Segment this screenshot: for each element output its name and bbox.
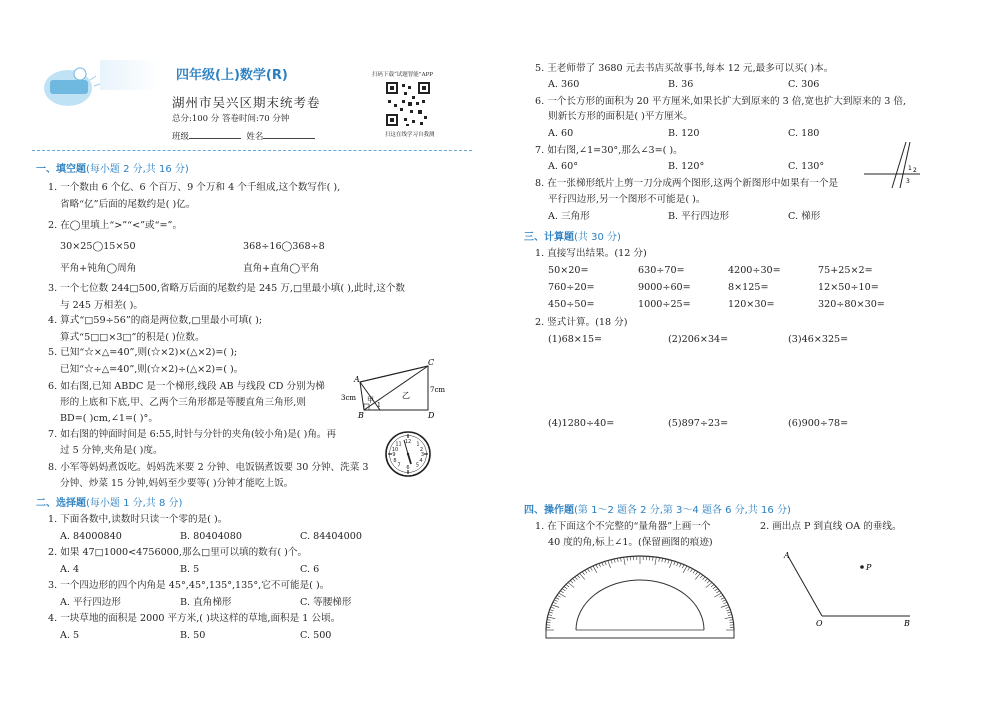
- angle-label-3: 3: [906, 178, 910, 185]
- section-choice-heading: [36, 494, 182, 509]
- choice-q8-line2: 平行四边形,另一个图形不可能是( )。: [548, 194, 706, 205]
- protractor-tick: [655, 557, 656, 565]
- choice-q2-a: A. 4: [60, 564, 80, 575]
- protractor-tick: [721, 605, 729, 608]
- protractor-tick: [668, 560, 669, 564]
- calc-q2: 2. 竖式计算。(18 分): [535, 317, 628, 328]
- protractor-tick: [688, 567, 690, 570]
- choice-q5-a: A. 360: [548, 79, 580, 90]
- trap-label-c: C: [428, 358, 435, 367]
- protractor-tick: [570, 580, 573, 583]
- calc-r1c3: 4200÷30=: [728, 265, 781, 276]
- svg-text:4: 4: [419, 458, 423, 464]
- protractor-tick: [560, 591, 563, 593]
- calc-r3c2: 1000÷25=: [638, 299, 691, 310]
- trap-length-ab: 3cm: [341, 394, 357, 402]
- choice-q8-a: A. 三角形: [548, 211, 590, 222]
- fill-q4-line1: 4. 算式“□59÷56”的商是两位数,□里最小可填( );: [48, 315, 263, 326]
- perp-label-p: P: [866, 563, 872, 572]
- fill-q2-compare2: 368÷16◯368÷8: [243, 241, 325, 252]
- choice-q7-b: B. 120°: [668, 161, 705, 172]
- ops-q2: 2. 画出点 P 到直线 OA 的垂线。: [760, 521, 902, 532]
- fill-q6-line3: BD=( )cm,∠1=( )°。: [60, 413, 158, 424]
- fill-q6-line2: 形的上底和下底,甲、乙两个三角形都是等腰直角三角形,则: [60, 397, 306, 408]
- protractor-tick: [695, 572, 697, 575]
- choice-q8-c: C. 梯形: [788, 211, 821, 222]
- protractor-tick: [548, 615, 552, 616]
- protractor-tick: [572, 579, 575, 582]
- perp-label-a: A: [784, 551, 790, 560]
- svg-text:8: 8: [393, 458, 397, 464]
- protractor-tick: [700, 575, 703, 578]
- protractor-tick: [596, 565, 598, 569]
- calc-r3c1: 450÷50=: [548, 299, 595, 310]
- choice-q3-c: C. 等腰梯形: [300, 597, 352, 608]
- protractor-tick: [547, 620, 551, 621]
- choice-q6-a: A. 60: [548, 128, 574, 139]
- choice-q3: 3. 一个四边形的四个内角是 45°,45°,135°,135°,它不可能是( )。: [48, 580, 330, 591]
- section-calc-title: 三、计算题: [524, 232, 574, 243]
- calc-r1c2: 630÷70=: [638, 265, 685, 276]
- choice-q4-a: A. 5: [60, 630, 80, 641]
- choice-q1-b: B. 80404080: [180, 531, 242, 542]
- choice-q3-a: A. 平行四边形: [60, 597, 121, 608]
- fill-q2-compare3: 平角+钝角◯周角: [60, 263, 137, 274]
- section-ops-heading: [524, 501, 791, 516]
- protractor-tick: [611, 560, 612, 564]
- choice-q6-c: C. 180: [788, 128, 820, 139]
- protractor-tick: [665, 559, 666, 563]
- trap-label-d: D: [428, 411, 435, 420]
- protractor-tick: [653, 557, 654, 561]
- section-calc-note: (共 30 分): [574, 232, 621, 243]
- choice-q1-c: C. 84404000: [300, 531, 362, 542]
- protractor-tick: [564, 587, 567, 589]
- header-divider: [32, 150, 472, 151]
- protractor-tick: [705, 579, 708, 582]
- fill-q5-line1: 5. 已知“☆×△=40”,则(☆×2)×(△×2)=( );: [48, 347, 238, 358]
- protractor-tick: [552, 605, 560, 608]
- fill-q7-line2: 过 5 分钟,夹角是( )度。: [60, 445, 163, 456]
- protractor-tick: [577, 575, 580, 578]
- svg-text:9: 9: [392, 452, 396, 458]
- choice-q8-line1: 8. 在一张梯形纸片上剪一刀分成两个图形,这两个新图形中如果有一个是: [535, 178, 839, 189]
- protractor-tick: [547, 617, 555, 618]
- protractor-tick: [716, 591, 719, 593]
- protractor-tick: [713, 587, 716, 589]
- trap-label-jia: 甲: [367, 396, 374, 404]
- protractor-tick: [727, 612, 731, 613]
- protractor-tick: [690, 569, 692, 572]
- calc-r1c1: 50×20=: [548, 265, 589, 276]
- section-ops-title: 四、操作题: [524, 505, 574, 516]
- fill-q7-line1: 7. 如右图的钟面时间是 6:55,时针与分针的夹角(较小角)是( )角。再: [48, 429, 337, 440]
- perp-label-b: B: [904, 619, 910, 628]
- choice-q5: 5. 王老师带了 3680 元去书店买故事书,每本 12 元,最多可以买( )本。: [535, 63, 834, 74]
- protractor-tick: [669, 560, 672, 568]
- protractor-tick: [550, 610, 554, 611]
- protractor-tick: [602, 562, 604, 566]
- trap-length-cd: 7cm: [430, 386, 445, 394]
- protractor-tick: [725, 617, 733, 618]
- svg-text:10: 10: [391, 447, 399, 453]
- protractor-tick: [727, 610, 731, 611]
- calc-v4: (4)1280÷40=: [548, 418, 615, 429]
- calc-r2c3: 8×125=: [728, 282, 769, 293]
- exam-meta: 总分:100 分 答卷时间:70 分钟: [172, 114, 290, 124]
- trap-angle-1: 1: [377, 402, 381, 409]
- protractor-tick: [726, 607, 730, 608]
- protractor-tick: [599, 563, 601, 567]
- choice-q4-b: B. 50: [180, 630, 206, 641]
- choice-q1-a: A. 84000840: [60, 531, 122, 542]
- calc-v5: (5)897÷23=: [668, 418, 729, 429]
- protractor-tick: [620, 558, 621, 562]
- fill-q8-line1: 8. 小军等妈妈煮饭吃。妈妈洗米要 2 分钟、电饭锅煮饭要 30 分钟、洗菜 3: [48, 462, 369, 473]
- qr-caption-top: 扫码下载“试题智能”APP: [372, 72, 433, 78]
- protractor-tick: [614, 559, 615, 563]
- ops-q1-line1: 1. 在下面这个不完整的“量角器”上画一个: [535, 521, 711, 532]
- section-calc-heading: [524, 228, 621, 243]
- angle-figure: [862, 138, 922, 190]
- svg-text:5: 5: [415, 462, 420, 469]
- protractor-tick: [711, 584, 714, 586]
- protractor-tick: [557, 595, 561, 597]
- protractor-tick: [562, 589, 565, 591]
- choice-q2-b: B. 5: [180, 564, 200, 575]
- name-label: 姓名: [246, 132, 264, 142]
- choice-q2-c: C. 6: [300, 564, 320, 575]
- protractor-tick: [575, 577, 578, 580]
- trap-label-a: A: [354, 375, 360, 384]
- svg-text:6: 6: [406, 465, 410, 471]
- fill-q4-line2: 算式“5□□×3□”的积是( )位数。: [60, 332, 205, 343]
- choice-q5-b: B. 36: [668, 79, 694, 90]
- calc-v1: (1)68×15=: [548, 334, 603, 345]
- calc-r2c1: 760÷20=: [548, 282, 595, 293]
- protractor-tick: [674, 561, 675, 565]
- protractor-tick: [723, 602, 727, 603]
- calc-q1: 1. 直接写出结果。(12 分): [535, 248, 647, 259]
- fill-q1-line1: 1. 一个数由 6 个亿、6 个百万、9 个万和 4 个千组成,这个数写作( ),: [48, 182, 341, 193]
- protractor-tick: [566, 584, 569, 586]
- protractor-tick: [593, 566, 597, 573]
- protractor-tick: [677, 562, 679, 566]
- svg-text:1: 1: [416, 441, 420, 448]
- calc-r1c4: 75+25×2=: [818, 265, 873, 276]
- calc-v6: (6)900÷78=: [788, 418, 849, 429]
- protractor-tick: [683, 566, 687, 573]
- svg-text:12: 12: [404, 439, 412, 445]
- choice-q7-a: A. 60°: [548, 161, 579, 172]
- calc-r3c4: 320÷80×30=: [818, 299, 885, 310]
- protractor-tick: [590, 567, 592, 570]
- page-title: 四年级(上)数学(R): [176, 68, 288, 83]
- protractor-tick: [556, 598, 560, 600]
- angle-label-2: 2: [913, 167, 917, 174]
- protractor-tick: [587, 569, 589, 572]
- protractor-tick: [551, 607, 555, 608]
- calc-r2c4: 12×50÷10=: [818, 282, 879, 293]
- choice-q7: 7. 如右图,∠1=30°,那么∠3=( )。: [535, 145, 683, 156]
- section-choice-note: (每小题 1 分,共 8 分): [86, 498, 183, 509]
- clock-figure: [384, 430, 432, 478]
- perpendicular-figure: [780, 550, 920, 630]
- protractor-tick: [679, 563, 681, 567]
- protractor-tick: [662, 558, 663, 562]
- protractor-tick: [721, 598, 725, 600]
- choice-q4-c: C. 500: [300, 630, 332, 641]
- fill-q2-compare1: 30×25◯15×50: [60, 241, 136, 252]
- trap-label-b: B: [358, 411, 364, 420]
- protractor-tick: [707, 580, 710, 583]
- choice-q7-c: C. 130°: [788, 161, 825, 172]
- fill-q6-line1: 6. 如右图,已知 ABDC 是一个梯形,线段 AB 与线段 CD 分别为梯: [48, 381, 325, 392]
- choice-q8-b: B. 平行四边形: [668, 211, 730, 222]
- choice-q6-line2: 则新长方形的面积是( )平方厘米。: [548, 111, 693, 122]
- svg-text:3: 3: [420, 452, 425, 458]
- svg-text:2: 2: [419, 447, 424, 453]
- ops-q1-line2: 40 度的角,标上∠1。(保留画图的痕迹): [548, 537, 713, 548]
- protractor-tick: [582, 572, 584, 575]
- svg-text:11: 11: [395, 441, 402, 448]
- protractor-tick: [549, 612, 553, 613]
- qr-caption-bottom: 扫这在线学习自我测: [385, 132, 435, 138]
- choice-q2: 2. 如果 47□1000<4756000,那么□里可以填的数有( )个。: [48, 547, 308, 558]
- angle-label-1: 1: [908, 165, 912, 172]
- protractor-tick: [585, 570, 587, 573]
- section-fill-note: (每小题 2 分,共 16 分): [86, 164, 189, 175]
- fill-q2: 2. 在◯里填上“>”“<”或“=”。: [48, 220, 183, 231]
- protractor-tick: [703, 577, 706, 580]
- protractor-tick: [729, 620, 733, 621]
- fill-q1-line2: 省略“亿”后面的尾数约是( )亿。: [60, 199, 196, 210]
- section-ops-note: (第 1～2 题各 2 分,第 3～4 题各 6 分,共 16 分): [574, 505, 791, 516]
- fill-q8-line2: 分钟、炒菜 15 分钟,妈妈至少要等( )分钟才能吃上饭。: [60, 478, 294, 489]
- protractor-tick: [624, 557, 625, 565]
- protractor-tick: [682, 565, 684, 569]
- svg-text:7: 7: [397, 462, 401, 469]
- section-fill-heading: [36, 160, 189, 175]
- protractor-tick: [605, 561, 606, 565]
- choice-q6-line1: 6. 一个长方形的面积为 20 平方厘米,如果长扩大到原来的 3 倍,宽也扩大到原来的 3 倍,: [535, 96, 907, 107]
- section-fill-title: 一、填空题: [36, 164, 86, 175]
- calc-v2: (2)206×34=: [668, 334, 729, 345]
- calc-r2c2: 9000÷60=: [638, 282, 691, 293]
- protractor-tick: [627, 557, 628, 561]
- fill-q3-line2: 与 245 万相差( )。: [60, 300, 143, 311]
- fill-q5-line2: 已知“☆÷△=40”,则(☆×2)÷(△×2)=( )。: [60, 364, 244, 375]
- calc-v3: (3)46×325=: [788, 334, 849, 345]
- choice-q1: 1. 下面各数中,读数时只读一个零的是( )。: [48, 514, 228, 525]
- protractor-tick: [722, 600, 726, 602]
- perp-label-o: O: [816, 619, 823, 628]
- protractor-figure: [540, 548, 740, 640]
- calc-r3c3: 120×30=: [728, 299, 775, 310]
- logo-badge: [42, 62, 104, 110]
- trap-label-yi: 乙: [402, 391, 410, 400]
- protractor-tick: [659, 558, 660, 562]
- protractor-tick: [719, 595, 723, 597]
- header-wash: [100, 60, 160, 90]
- fill-q2-compare4: 直角+直角◯平角: [243, 263, 320, 274]
- protractor-tick: [554, 600, 558, 602]
- class-field: [172, 130, 315, 142]
- exam-subtitle: 湖州市吴兴区期末统考卷: [172, 95, 321, 110]
- protractor-tick: [693, 570, 695, 573]
- choice-q6-b: B. 120: [668, 128, 700, 139]
- protractor-tick: [715, 589, 718, 591]
- class-label: 班级: [172, 132, 190, 142]
- choice-q3-b: B. 直角梯形: [180, 597, 232, 608]
- protractor-tick: [617, 558, 618, 562]
- fill-q3-line1: 3. 一个七位数 244□500,省略万后面的尾数约是 245 万,□里最小填( ),此时,这个数: [48, 283, 405, 294]
- protractor-tick: [728, 615, 732, 616]
- trapezoid-figure: [340, 358, 445, 420]
- protractor-tick: [553, 602, 557, 603]
- qr-code-icon: [384, 80, 432, 128]
- protractor-tick: [608, 560, 611, 568]
- choice-q4: 4. 一块草地的面积是 2000 平方米,( )块这样的草地,面积是 1 公顷。: [48, 613, 341, 624]
- choice-q5-c: C. 306: [788, 79, 820, 90]
- section-choice-title: 二、选择题: [36, 498, 86, 509]
